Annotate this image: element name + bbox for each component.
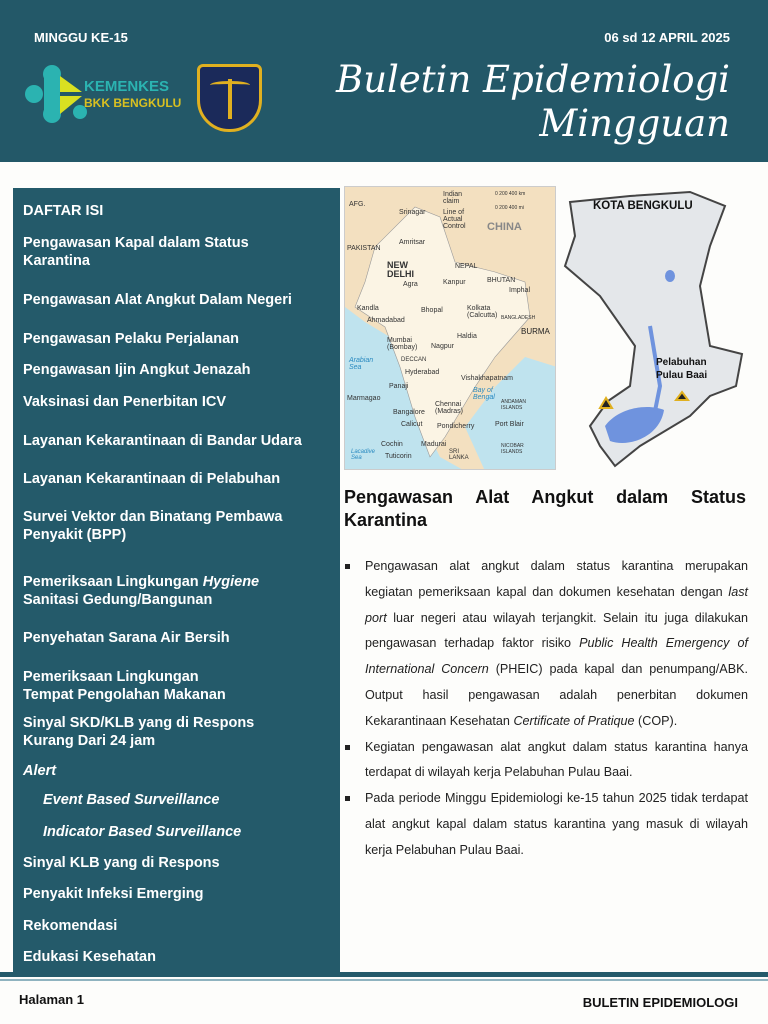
toc-item[interactable]: Event Based Surveillance (43, 792, 220, 808)
map-label: Hyderabad (405, 369, 440, 376)
map-label: Port Blair (495, 421, 524, 428)
map-label: CHINA (487, 221, 522, 233)
toc-item[interactable]: Layanan Kekarantinaan di Bandar Udara (23, 433, 302, 449)
toc-item-text: Pemeriksaan Lingkungan (23, 574, 203, 590)
port-label: Pelabuhan Pulau Baai (656, 357, 708, 381)
footer-title: BULETIN EPIDEMIOLOGI (582, 995, 738, 1010)
toc-item[interactable]: Alert (23, 763, 57, 779)
map-label: NEPAL (455, 263, 478, 270)
table-of-contents (13, 188, 340, 972)
karantina-emblem (197, 64, 262, 132)
toc-item[interactable]: Survei Vektor dan Binatang Pembawa Penyakit (BPP) (23, 509, 283, 543)
toc-item[interactable]: Layanan Kekarantinaan di Pelabuhan (23, 471, 281, 487)
map-label: Imphal (509, 287, 531, 294)
map-label: Calicut (401, 421, 423, 428)
footer-rule-light (0, 979, 768, 981)
map-label: Kolkata (Calcutta) (467, 305, 498, 319)
map-label: NEW DELHI (387, 260, 414, 279)
map-label: Mumbai (Bombay) (387, 337, 418, 351)
map-scale-km: 0 200 400 km (495, 191, 526, 197)
text: (COP). (634, 713, 678, 728)
map-label: BANGLADESH (501, 315, 536, 321)
logo-text-kemenkes: KEMENKES (84, 78, 170, 95)
map-label: SRI LANKA (449, 449, 469, 461)
map-label: BHUTAN (487, 277, 516, 284)
toc-item-italic: Hygiene (202, 574, 260, 590)
week-label: MINGGU KE-15 (34, 30, 128, 45)
text: luar negeri atau wilayah terjangkit. Selain itu juga dilakukan pengawasan terhadap faktor risiko (365, 610, 748, 651)
article-bullets (344, 554, 748, 864)
footer-rule (0, 972, 768, 977)
map-label: AFG. (349, 201, 366, 208)
toc-item[interactable]: Pemeriksaan Lingkungan Tempat Pengolahan Makanan (23, 669, 226, 703)
kemenkes-logo (22, 64, 192, 124)
kota-bengkulu-map (560, 186, 746, 476)
toc-item[interactable]: Edukasi Kesehatan (23, 949, 156, 965)
toc-heading: DAFTAR ISI (23, 203, 104, 219)
toc-item[interactable]: Rekomendasi (23, 918, 118, 934)
india-map (344, 186, 556, 470)
toc-item[interactable]: Penyehatan Sarana Air Bersih (23, 630, 230, 646)
map-label: NICOBAR ISLANDS (501, 443, 524, 455)
bullet-item (344, 554, 748, 735)
map-label: Kandla (357, 305, 379, 312)
map-label: Bangalore (393, 409, 425, 416)
toc-item[interactable]: Vaksinasi dan Penerbitan ICV (23, 394, 227, 410)
toc-item[interactable]: Pengawasan Ijin Angkut Jenazah (23, 362, 251, 378)
toc-item[interactable]: Pengawasan Alat Angkut Dalam Negeri (23, 292, 292, 308)
article-title (344, 486, 746, 532)
toc-item-text: Sanitasi Gedung/Bangunan (23, 592, 213, 608)
map-label: Kanpur (443, 279, 466, 286)
toc-item[interactable] (23, 573, 333, 609)
map-label: Srinagar (399, 209, 426, 216)
toc-item[interactable]: Pengawasan Kapal dalam Status Karantina (23, 235, 249, 269)
map-label: Cochin (381, 441, 403, 448)
map-label: Bhopal (421, 307, 443, 314)
map-label: Amritsar (399, 239, 426, 246)
italic-text: Public Health Emergency of International Concern (365, 636, 748, 677)
map-label: Madurai (421, 441, 447, 448)
map-label: Line of Actual Control (443, 209, 466, 230)
map-scale-mi: 0 200 400 mi (495, 205, 524, 211)
map-label: Nagpur (431, 343, 454, 350)
italic-text: last port (365, 584, 748, 625)
map-label: Lacadive Sea (351, 449, 376, 461)
text: Pengawasan alat angkut dalam status karantina merupakan kegiatan pemeriksaan kapal dan dokumen kesehatan dengan (365, 559, 748, 599)
map-label: Indian claim (443, 191, 463, 205)
map-label: Chennai (Madras) (435, 401, 464, 415)
map-label: Arabian Sea (349, 357, 374, 371)
map-label: DECCAN (401, 357, 427, 363)
map-label: ANDAMAN ISLANDS (501, 399, 527, 411)
map-label: Vishakhapatnam (461, 375, 514, 382)
map-label: Agra (403, 281, 418, 288)
logo-text-bkk: BKK BENGKULU (84, 96, 182, 110)
title-line-2: Mingguan (539, 102, 730, 145)
date-range: 06 sd 12 APRIL 2025 (604, 30, 730, 45)
map-label: PAKISTAN (347, 245, 381, 252)
map-label: Ahmadabad (367, 317, 405, 324)
toc-item[interactable]: Sinyal KLB yang di Respons (23, 855, 220, 871)
map-label: Haldia (457, 333, 477, 340)
map-label: Tuticorin (385, 453, 412, 460)
bulletin-title (336, 58, 730, 146)
bengkulu-map-shape (560, 186, 746, 476)
toc-item[interactable]: Sinyal SKD/KLB yang di Respons Kurang Dari 24 jam (23, 715, 255, 749)
page-number: Halaman 1 (19, 992, 85, 1007)
map-title: KOTA BENGKULU (593, 200, 693, 212)
title-line-1: Buletin Epidemiologi (336, 58, 730, 101)
italic-text: Certificate of Pratique (513, 713, 635, 728)
map-label: Panaji (389, 383, 409, 390)
text: (PHEIC) pada kapal dan penumpang/ABK. Output hasil pengawasan adalah penerbitan dokumen Kekarantinaan Kesehatan (365, 662, 748, 728)
bullet-item: Pada periode Minggu Epidemiologi ke-15 tahun 2025 tidak terdapat alat angkut kapal dalam status karantina yang masuk di wilayah kerja Pelabuhan Pulau Baai. (344, 786, 748, 863)
map-label: Bay of Bengal (473, 387, 495, 401)
toc-item[interactable]: Pengawasan Pelaku Perjalanan (23, 331, 239, 347)
toc-item[interactable]: Penyakit Infeksi Emerging (23, 886, 204, 902)
map-label: Marmagao (347, 395, 381, 402)
article-title-text: Pengawasan Alat Angkut dalam Status Karantina (344, 487, 746, 530)
toc-item[interactable]: Indicator Based Surveillance (43, 824, 242, 840)
map-label: Pondicherry (437, 423, 475, 430)
bullet-item: Kegiatan pengawasan alat angkut dalam status karantina hanya terdapat di wilayah kerja Pelabuhan Pulau Baai. (344, 735, 748, 787)
header-banner (0, 0, 768, 162)
map-label-burma: BURMA (521, 327, 550, 336)
